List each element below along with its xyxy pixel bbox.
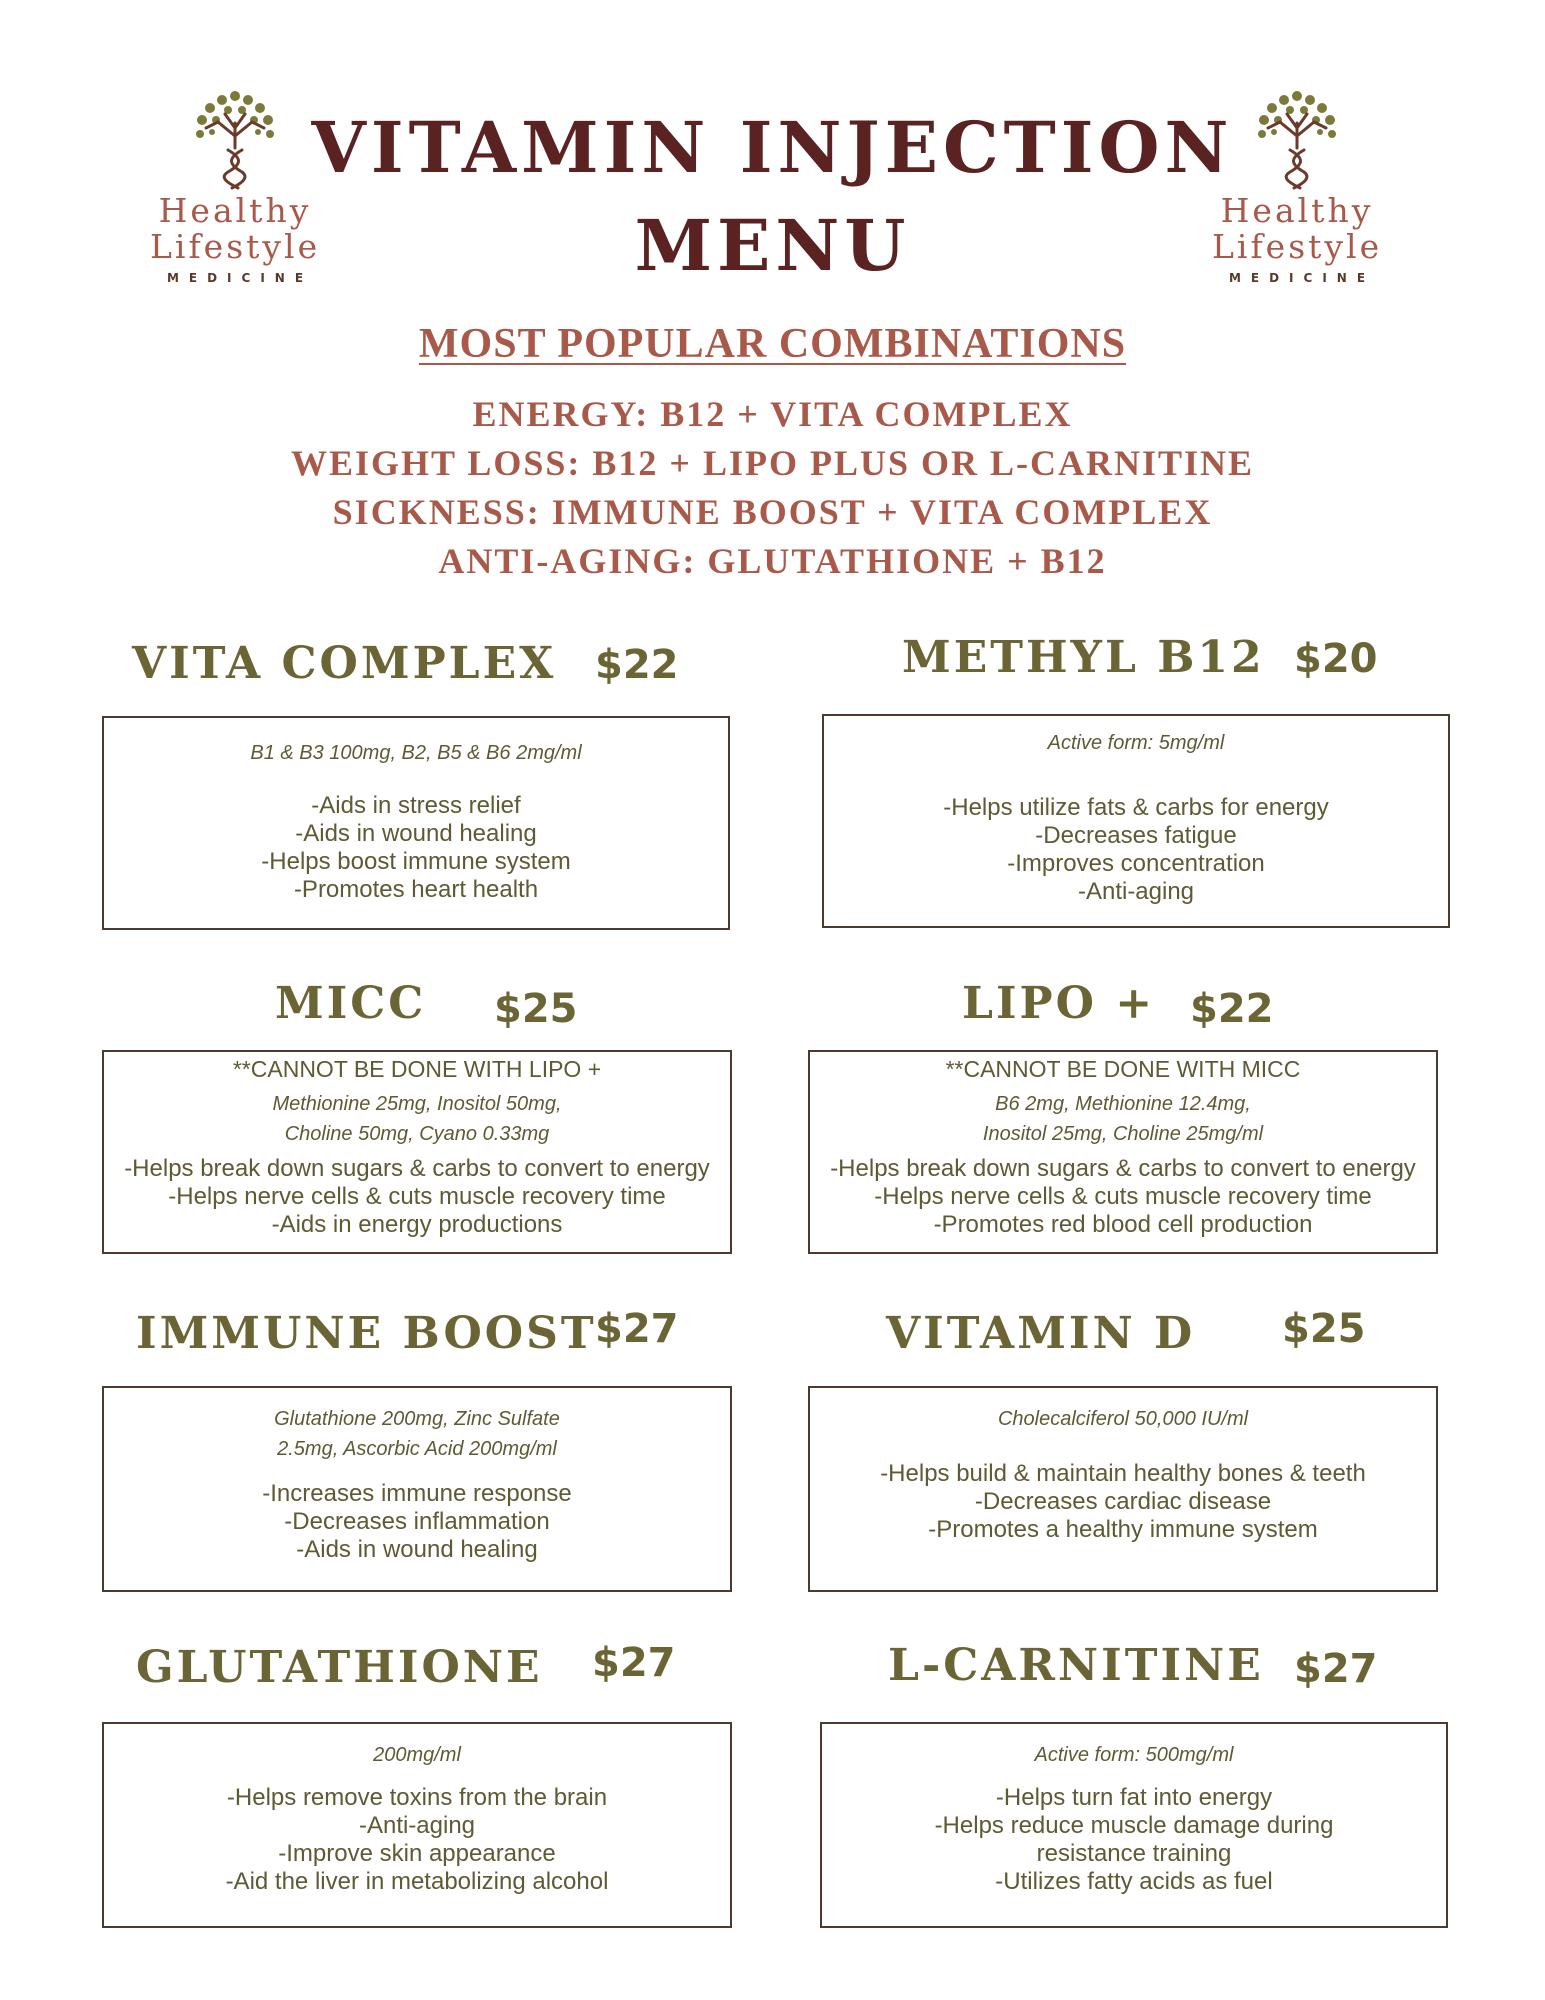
item-ingredients: B1 & B3 100mg, B2, B5 & B6 2mg/ml <box>250 742 582 764</box>
combo-item: ANTI-AGING: GLUTATHIONE + B12 <box>438 541 1107 581</box>
item-name-vitamin-d: VITAMIN D <box>886 1308 1196 1359</box>
item-card-micc <box>102 1050 732 1254</box>
item-benefit: -Anti-aging <box>358 1812 476 1839</box>
item-warning: **CANNOT BE DONE WITH MICC <box>945 1056 1301 1082</box>
item-benefit: -Improves concentration <box>1007 850 1265 877</box>
item-benefit: -Helps reduce muscle damage during <box>934 1812 1334 1839</box>
item-benefit: -Aids in stress relief <box>311 792 521 819</box>
logo-left <box>150 88 320 288</box>
item-benefit: -Helps break down sugars & carbs to convert to energy <box>830 1155 1416 1182</box>
item-name-vita-complex: VITA COMPLEX <box>132 638 557 689</box>
item-card-lipo-plus <box>808 1050 1438 1254</box>
item-benefit: -Decreases cardiac disease <box>974 1488 1272 1515</box>
item-name-immune-boost: IMMUNE BOOST <box>136 1308 597 1359</box>
item-benefit: -Helps turn fat into energy <box>995 1784 1273 1811</box>
item-price-glutathione: $27 <box>592 1640 676 1686</box>
item-benefit: -Utilizes fatty acids as fuel <box>995 1868 1273 1895</box>
item-card-vita-complex <box>102 716 730 930</box>
item-name-micc: MICC <box>275 978 427 1029</box>
item-benefit: -Decreases inflammation <box>284 1508 550 1535</box>
item-price-vita-complex: $22 <box>595 642 679 688</box>
item-ingredients: B6 2mg, Methionine 12.4mg, <box>995 1093 1251 1115</box>
item-card-vitamin-d <box>808 1386 1438 1592</box>
item-benefit: -Aid the liver in metabolizing alcohol <box>225 1868 609 1895</box>
item-card-glutathione <box>102 1722 732 1928</box>
item-ingredients: 2.5mg, Ascorbic Acid 200mg/ml <box>277 1438 557 1460</box>
item-price-methyl-b12: $20 <box>1294 636 1378 682</box>
item-name-glutathione: GLUTATHIONE <box>136 1642 543 1693</box>
item-ingredients: Active form: 500mg/ml <box>1034 1744 1234 1766</box>
item-name-l-carnitine: L-CARNITINE <box>888 1640 1264 1691</box>
item-benefit: -Helps remove toxins from the brain <box>226 1784 608 1811</box>
item-ingredients: Methionine 25mg, Inositol 50mg, <box>272 1093 562 1115</box>
logo-text-healthy: Healthy <box>1220 191 1374 230</box>
item-benefit: -Improve skin appearance <box>278 1840 556 1867</box>
logo-text-healthy: Healthy <box>158 191 312 230</box>
item-price-immune-boost: $27 <box>595 1306 679 1352</box>
item-card-l-carnitine <box>820 1722 1448 1928</box>
item-price-l-carnitine: $27 <box>1294 1646 1378 1692</box>
logo-text-lifestyle: Lifestyle <box>1212 227 1383 266</box>
logo-text-medicine: MEDICINE <box>166 271 314 285</box>
item-benefit: -Promotes red blood cell production <box>933 1211 1313 1238</box>
item-ingredients: Choline 50mg, Cyano 0.33mg <box>284 1123 550 1145</box>
combo-item: ENERGY: B12 + VITA COMPLEX <box>472 394 1073 434</box>
item-name-methyl-b12: METHYL B12 <box>902 632 1265 683</box>
item-benefit: resistance training <box>1036 1840 1232 1867</box>
item-ingredients: 200mg/ml <box>373 1744 461 1766</box>
item-benefit: -Promotes heart health <box>293 876 539 903</box>
tree-dna-icon <box>190 88 280 193</box>
item-benefit: -Helps nerve cells & cuts muscle recovery time <box>168 1183 666 1210</box>
combo-item: WEIGHT LOSS: B12 + LIPO PLUS OR L-CARNITINE <box>290 443 1255 483</box>
page-title-line1: VITAMIN INJECTION <box>311 106 1234 189</box>
logo-text-lifestyle: Lifestyle <box>150 227 321 266</box>
item-price-lipo-plus: $22 <box>1190 986 1274 1032</box>
item-benefit: -Promotes a healthy immune system <box>928 1516 1318 1543</box>
tree-dna-icon <box>1252 88 1342 193</box>
item-benefit: -Aids in wound healing <box>295 820 537 847</box>
page-title-line2: MENU <box>634 204 911 287</box>
item-benefit: -Anti-aging <box>1077 878 1195 905</box>
logo-text-medicine: MEDICINE <box>1228 271 1376 285</box>
item-name-lipo-plus: LIPO + <box>962 978 1156 1029</box>
item-card-methyl-b12 <box>822 714 1450 928</box>
item-ingredients: Glutathione 200mg, Zinc Sulfate <box>274 1408 560 1430</box>
item-price-vitamin-d: $25 <box>1282 1306 1366 1352</box>
item-benefit: -Aids in wound healing <box>296 1536 538 1563</box>
combo-item: SICKNESS: IMMUNE BOOST + VITA COMPLEX <box>332 492 1213 532</box>
item-benefit: -Helps nerve cells & cuts muscle recovery time <box>874 1183 1372 1210</box>
item-benefit: -Helps boost immune system <box>261 848 571 875</box>
item-ingredients: Cholecalciferol 50,000 IU/ml <box>997 1408 1249 1430</box>
item-benefit: -Helps utilize fats & carbs for energy <box>943 794 1329 821</box>
item-benefit: -Aids in energy productions <box>271 1211 563 1238</box>
item-ingredients: Inositol 25mg, Choline 25mg/ml <box>982 1123 1264 1145</box>
item-benefit: -Decreases fatigue <box>1035 822 1237 849</box>
item-card-immune-boost <box>102 1386 732 1592</box>
item-benefit: -Increases immune response <box>262 1480 572 1507</box>
item-benefit: -Helps break down sugars & carbs to convert to energy <box>124 1155 710 1182</box>
item-warning: **CANNOT BE DONE WITH LIPO + <box>232 1056 602 1082</box>
item-ingredients: Active form: 5mg/ml <box>1047 732 1225 754</box>
item-price-micc: $25 <box>494 986 578 1032</box>
popular-combinations-list <box>0 390 1545 586</box>
item-benefit: -Helps build & maintain healthy bones & teeth <box>880 1460 1366 1487</box>
popular-combinations-heading: MOST POPULAR COMBINATIONS <box>418 321 1127 367</box>
